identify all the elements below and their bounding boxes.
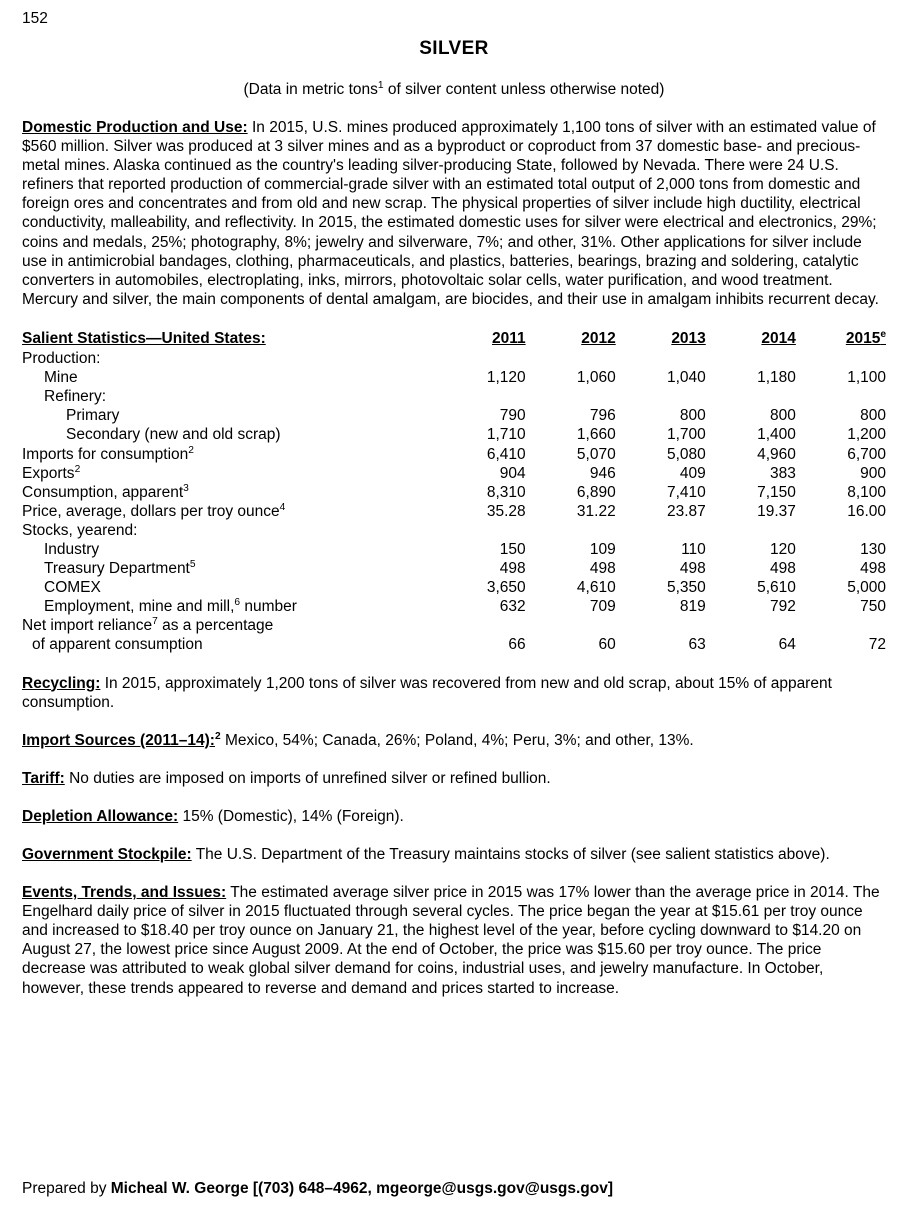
- row-footnote-marker: 4: [279, 501, 286, 513]
- section-body-import-sources: Mexico, 54%; Canada, 26%; Poland, 4%; Peru, 3%; and other, 13%.: [220, 731, 694, 749]
- footer-contact: Micheal W. George [(703) 648–4962, mgeorge@usgs.gov@usgs.gov]: [110, 1180, 614, 1197]
- section-domestic-production: [22, 118, 886, 309]
- table-cell-value: [706, 521, 796, 540]
- footer-prefix: Prepared by: [22, 1180, 111, 1197]
- section-tariff: [22, 769, 886, 788]
- table-cell-value: 31.22: [576, 502, 616, 520]
- table-cell-value: [796, 349, 886, 368]
- table-row: [22, 597, 886, 616]
- row-label: [22, 406, 436, 425]
- salient-statistics-body: [22, 349, 886, 655]
- table-cell-value: 120: [770, 540, 796, 558]
- table-cell-value: [616, 521, 706, 540]
- table-cell-value: 63: [688, 636, 706, 654]
- table-cell-value: [436, 521, 526, 540]
- table-cell-value: [796, 521, 886, 540]
- table-cell-value: [796, 387, 886, 406]
- row-label-text: Net import reliance: [22, 617, 153, 635]
- row-label: [22, 387, 436, 406]
- table-cell-value: 1,710: [486, 426, 526, 444]
- table-cell-value: 498: [770, 560, 796, 578]
- row-label: [22, 464, 436, 483]
- table-cell-value: 6,410: [486, 445, 526, 463]
- table-cell-value: 383: [770, 464, 796, 482]
- row-label-text-after: number: [240, 598, 297, 616]
- table-cell-value: 819: [679, 598, 706, 616]
- column-header-2014: [706, 329, 796, 349]
- table-cell-value: [526, 616, 616, 635]
- table-row: [22, 368, 886, 387]
- table-cell-value: 130: [860, 540, 886, 558]
- table-row: [22, 540, 886, 559]
- table-cell-value: 709: [589, 598, 616, 616]
- row-footnote-marker: 5: [189, 558, 196, 570]
- table-cell-value: 3,650: [486, 579, 526, 597]
- row-label: [22, 368, 436, 387]
- section-events-trends-issues: [22, 883, 886, 998]
- table-cell-value: 19.37: [757, 502, 796, 520]
- row-label-text: Consumption, apparent: [22, 483, 184, 501]
- table-cell-value: 498: [679, 560, 706, 578]
- row-label: [22, 445, 436, 464]
- table-row: [22, 464, 886, 483]
- table-cell-value: 900: [860, 464, 886, 482]
- table-cell-value: 5,000: [847, 579, 886, 597]
- table-cell-value: 498: [499, 560, 526, 578]
- table-cell-value: 150: [499, 540, 526, 558]
- section-heading-government-stockpile: Government Stockpile:: [22, 846, 192, 863]
- salient-statistics-table: [22, 329, 886, 655]
- table-cell-value: 7,150: [757, 483, 796, 501]
- section-government-stockpile: [22, 845, 886, 864]
- row-label-text: Mine: [44, 369, 78, 387]
- page-subtitle: [22, 81, 886, 99]
- row-label-text: Primary: [66, 407, 120, 425]
- row-footnote-marker: 2: [74, 463, 81, 475]
- section-recycling: [22, 674, 886, 712]
- column-header-label: 2013: [671, 329, 706, 347]
- row-footnote-marker: 2: [188, 444, 194, 456]
- table-cell-value: [436, 349, 526, 368]
- row-footnote-marker: 6: [234, 597, 241, 609]
- row-label-text: COMEX: [44, 579, 101, 597]
- row-label-text: Imports for consumption: [22, 445, 189, 463]
- table-cell-value: 72: [868, 636, 886, 654]
- row-footnote-marker: 3: [183, 482, 189, 494]
- section-heading-events-trends-issues: Events, Trends, and Issues:: [22, 884, 227, 902]
- section-body-events-trends-issues: The estimated average silver price in 2015 was 17% lower than the average price in 2014. The Engelhard daily price of silver in 2015 fluctuated through several cycles. The price began the year at $15.61 per troy ounce and increased to $18.40 per troy ounce on January 21, the highest level of the year, before cycling downward to $14.20 on August 27, the lowest price since August 2009. At the end of October, the price was $15.60 per troy ounce. The price decrease was attributed to weak global silver demand for coins, industrial uses, and jewelry manufacture. In October, however, these trends appeared to reverse and demand and prices started to increase.: [22, 884, 880, 997]
- table-row: [22, 635, 886, 654]
- row-label: [22, 597, 436, 616]
- row-label-text: Stocks, yearend:: [22, 521, 138, 539]
- salient-statistics-title: Salient Statistics—United States:: [22, 329, 266, 347]
- row-label: [22, 425, 436, 444]
- table-cell-value: 5,610: [757, 579, 796, 597]
- table-cell-value: 109: [589, 540, 616, 558]
- table-cell-value: 800: [860, 407, 886, 425]
- table-cell-value: 5,070: [576, 445, 616, 463]
- table-cell-value: 1,040: [667, 369, 706, 387]
- table-cell-value: 1,060: [576, 369, 616, 387]
- estimated-footnote-marker: e: [880, 328, 886, 340]
- table-cell-value: [796, 616, 886, 635]
- table-row: [22, 445, 886, 464]
- section-body-depletion-allowance: 15% (Domestic), 14% (Foreign).: [178, 807, 404, 825]
- table-row: [22, 425, 886, 444]
- section-heading-tariff: Tariff:: [22, 769, 65, 787]
- section-heading-domestic-production: Domestic Production and Use:: [22, 119, 248, 136]
- section-body-tariff: No duties are imposed on imports of unrefined silver or refined bullion.: [64, 769, 551, 787]
- table-cell-value: 1,100: [847, 369, 886, 387]
- table-cell-value: 796: [589, 407, 616, 425]
- column-header-2012: [526, 329, 616, 349]
- row-label: [22, 349, 436, 368]
- row-label-text: Treasury Department: [44, 560, 190, 578]
- row-label: [22, 540, 436, 559]
- row-label-text: Production:: [22, 350, 101, 368]
- section-depletion-allowance: [22, 807, 886, 826]
- table-cell-value: 6,890: [576, 483, 616, 501]
- table-cell-value: [436, 616, 526, 635]
- row-label-text: Industry: [44, 540, 100, 558]
- table-cell-value: 632: [499, 598, 526, 616]
- table-cell-value: 110: [681, 540, 706, 558]
- table-cell-value: 1,180: [757, 369, 796, 387]
- row-label: [22, 616, 436, 635]
- subtitle-text-before: (Data in metric tons: [243, 81, 378, 98]
- table-cell-value: 5,350: [667, 579, 706, 597]
- row-label-text: Refinery:: [44, 388, 107, 406]
- table-row: [22, 349, 886, 368]
- table-cell-value: 8,310: [486, 483, 526, 501]
- column-header-2015: [796, 329, 886, 349]
- row-label: [22, 521, 436, 540]
- section-body-government-stockpile: The U.S. Department of the Treasury maintains stocks of silver (see salient statistics above).: [191, 846, 830, 863]
- row-label-text: of apparent consumption: [32, 636, 203, 654]
- table-cell-value: 409: [679, 464, 706, 482]
- table-cell-value: 35.28: [486, 502, 526, 520]
- table-cell-value: 7,410: [667, 483, 706, 501]
- table-row: [22, 387, 886, 406]
- row-label: [22, 559, 436, 578]
- table-cell-value: 946: [589, 464, 616, 482]
- row-label: [22, 502, 436, 521]
- table-cell-value: 904: [499, 464, 526, 482]
- table-row: [22, 521, 886, 540]
- table-cell-value: [436, 387, 526, 406]
- row-label: [22, 635, 436, 654]
- table-cell-value: [706, 616, 796, 635]
- table-cell-value: 64: [778, 636, 796, 654]
- section-heading-recycling: Recycling:: [22, 674, 101, 692]
- footer-prepared-by: [22, 1179, 613, 1198]
- table-cell-value: 5,080: [667, 445, 706, 463]
- section-body-domestic-production: In 2015, U.S. mines produced approximately 1,100 tons of silver with an estimated value of $560 million. Silver was produced at 3 silver mines and as a byproduct or coproduct from 37 domestic base- and precious-metal mines. Alaska continued as the country's leading silver-producing State, followed by Nevada. There were 24 U.S. refiners that reported production of commercial-grade silver with an estimated total output of 2,000 tons from domestic and foreign ores and concentrates and from old and new scrap. The physical properties of silver include high ductility, electrical conductivity, malleability, and reflectivity. In 2015, the estimated domestic uses for silver were electrical and electronics, 29%; coins and medals, 25%; photography, 8%; jewelry and silverware, 7%; and other, 31%. Other applications for silver include use in antimicrobial bandages, clothing, pharmaceuticals, and plastics, batteries, bearings, brazing and soldering, catalytic converters in automobiles, electroplating, inks, mirrors, photovoltaic solar cells, water purification, and wood treatment. Mercury and silver, the main components of dental amalgam, are biocides, and their use in amalgam inhibits recurrent decay.: [22, 119, 879, 308]
- table-cell-value: 1,660: [576, 426, 616, 444]
- table-cell-value: 60: [598, 636, 616, 654]
- section-heading-import-sources: Import Sources (2011–14):: [22, 731, 215, 749]
- table-row: [22, 559, 886, 578]
- row-label: [22, 483, 436, 502]
- table-cell-value: 800: [770, 407, 796, 425]
- table-cell-value: [526, 521, 616, 540]
- table-cell-value: [706, 387, 796, 406]
- table-row: [22, 616, 886, 635]
- row-label-text-after: as a percentage: [157, 617, 274, 635]
- table-row: [22, 406, 886, 425]
- row-label-text: Employment, mine and mill,: [44, 598, 235, 616]
- row-label-text: Price, average, dollars per troy ounce: [22, 502, 280, 520]
- table-cell-value: [526, 387, 616, 406]
- import-sources-footnote-marker: 2: [214, 730, 221, 742]
- table-cell-value: 23.87: [667, 502, 706, 520]
- table-cell-value: 6,700: [847, 445, 886, 463]
- table-cell-value: 498: [860, 560, 886, 578]
- table-cell-value: 66: [508, 636, 526, 654]
- row-label-text: Secondary (new and old scrap): [66, 426, 281, 444]
- row-label: [22, 578, 436, 597]
- table-row: [22, 578, 886, 597]
- table-cell-value: 792: [770, 598, 796, 616]
- table-cell-value: [616, 387, 706, 406]
- table-cell-value: [616, 616, 706, 635]
- page-number: 152: [22, 10, 48, 27]
- table-header-row: [22, 329, 886, 349]
- row-footnote-marker: 7: [152, 616, 158, 628]
- table-cell-value: 4,610: [576, 579, 616, 597]
- table-cell-value: [526, 349, 616, 368]
- table-cell-value: 1,700: [667, 426, 706, 444]
- section-import-sources: [22, 731, 886, 750]
- table-cell-value: [706, 349, 796, 368]
- section-heading-depletion-allowance: Depletion Allowance:: [22, 807, 179, 825]
- section-body-recycling: In 2015, approximately 1,200 tons of silver was recovered from new and old scrap, about 15% of apparent consumption.: [22, 674, 832, 711]
- table-cell-value: 498: [589, 560, 616, 578]
- table-row: [22, 483, 886, 502]
- table-cell-value: [616, 349, 706, 368]
- table-cell-value: 750: [860, 598, 886, 616]
- table-row: [22, 502, 886, 521]
- column-header-2011: [436, 329, 526, 349]
- page-title: SILVER: [419, 38, 489, 59]
- table-cell-value: 4,960: [757, 445, 796, 463]
- subtitle-text-after: of silver content unless otherwise noted): [383, 81, 665, 98]
- column-header-label: 2012: [581, 329, 616, 347]
- table-cell-value: 16.00: [847, 502, 886, 520]
- table-cell-value: 1,120: [486, 369, 526, 387]
- table-cell-value: 1,400: [757, 426, 796, 444]
- column-header-label: 2015: [845, 329, 881, 347]
- table-cell-value: 8,100: [847, 483, 886, 501]
- table-cell-value: 800: [679, 407, 706, 425]
- column-header-label: 2011: [492, 329, 526, 347]
- subtitle-footnote-marker: 1: [377, 79, 384, 91]
- row-label-text: Exports: [22, 464, 75, 482]
- column-header-label: 2014: [761, 329, 796, 347]
- column-header-2013: [616, 329, 706, 349]
- table-cell-value: 790: [499, 407, 526, 425]
- table-cell-value: 1,200: [847, 426, 886, 444]
